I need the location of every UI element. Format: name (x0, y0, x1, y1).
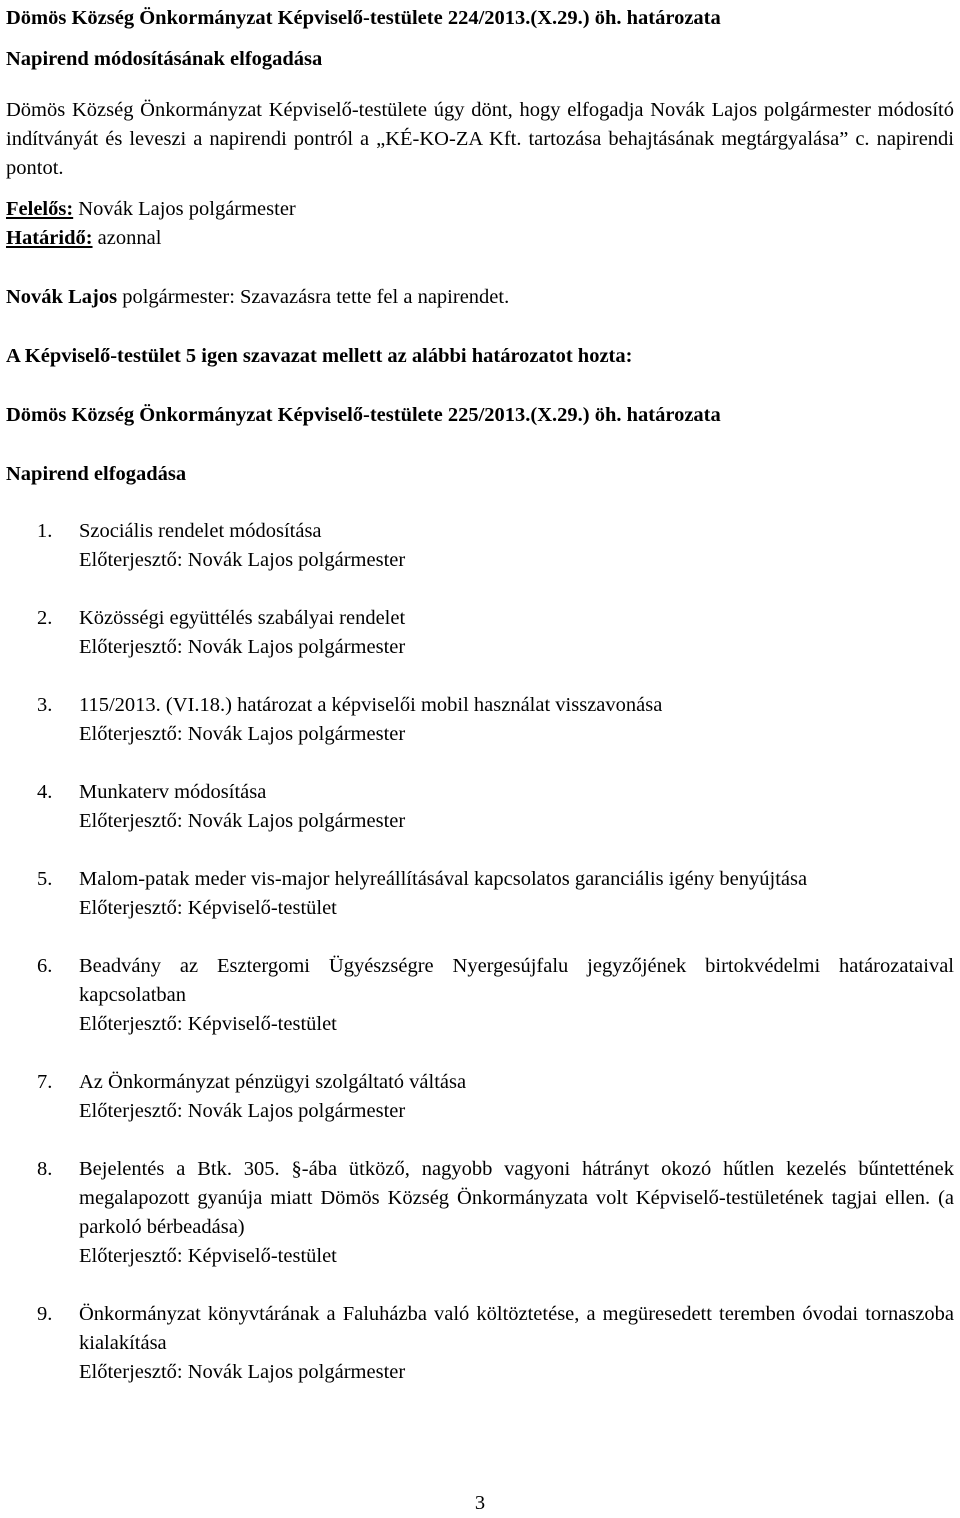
resolution-2-subject: Napirend elfogadása (6, 463, 187, 485)
agenda-item (6, 691, 954, 749)
resolution-heading: Dömös Község Önkormányzat Képviselő-testülete 224/2013.(X.29.) öh. határozata (6, 7, 721, 29)
agenda-item-presenter: Előterjesztő: Képviselő-testület (79, 1245, 337, 1267)
agenda-item (6, 778, 954, 836)
speech-text: polgármester: Szavazásra tette fel a napirendet. (117, 286, 510, 308)
resolution-body: Dömös Község Önkormányzat Képviselő-testülete úgy dönt, hogy elfogadja Novák Lajos polgármester módosító indítványát és leveszi a napirendi pontról a „KÉ-KO-ZA Kft. tartozása behajtásának megtárgyalása” c. napirendi pontot. (6, 99, 954, 179)
agenda-item-presenter: Előterjesztő: Novák Lajos polgármester (79, 636, 406, 658)
agenda-item-presenter: Előterjesztő: Novák Lajos polgármester (79, 549, 406, 571)
agenda-item-number: 6. (37, 955, 53, 977)
speaker-name: Novák Lajos (6, 286, 118, 308)
agenda-item-title: Szociális rendelet módosítása (79, 520, 322, 542)
agenda-item-title: Malom-patak meder vis-major helyreállításával kapcsolatos garanciális igény benyújtása (79, 868, 808, 890)
agenda-item-presenter: Előterjesztő: Novák Lajos polgármester (79, 810, 406, 832)
agenda-item-title: Munkaterv módosítása (79, 781, 267, 803)
agenda-item-title: Közösségi együttélés szabályai rendelet (79, 607, 406, 629)
vote-result: A Képviselő-testület 5 igen szavazat mellett az alábbi határozatot hozta: (6, 345, 633, 367)
agenda-item (6, 604, 954, 662)
agenda-item (6, 1155, 954, 1271)
deadline-line (6, 224, 954, 253)
agenda-item-number: 7. (37, 1071, 53, 1093)
deadline-label: Határidő: (6, 227, 93, 249)
agenda-item-number: 5. (37, 868, 53, 890)
agenda-item-number: 4. (37, 781, 53, 803)
agenda-item-title: 115/2013. (VI.18.) határozat a képviselői mobil használat visszavonása (79, 694, 663, 716)
agenda-item-number: 9. (37, 1303, 53, 1325)
responsible-label: Felelős: (6, 198, 74, 220)
agenda-item-number: 1. (37, 520, 53, 542)
speech-line (6, 283, 954, 312)
agenda-item (6, 952, 954, 1039)
resolution-2-heading: Dömös Község Önkormányzat Képviselő-testülete 225/2013.(X.29.) öh. határozata (6, 404, 721, 426)
agenda-item (6, 1068, 954, 1126)
agenda-item-title: Az Önkormányzat pénzügyi szolgáltató váltása (79, 1071, 467, 1093)
agenda-item-number: 2. (37, 607, 53, 629)
responsible-value: Novák Lajos polgármester (73, 198, 296, 220)
agenda-item (6, 517, 954, 575)
agenda-list (6, 517, 954, 1387)
page-number: 3 (474, 1492, 486, 1514)
responsible-line (6, 195, 954, 224)
agenda-item-title: Bejelentés a Btk. 305. §-ába ütköző, nagyobb vagyoni hátrányt okozó hűtlen kezelés bűntettének megalapozott gyanúja miatt Dömös Község Önkormányzata volt Képviselő-testületének tagjai ellen. (a parkoló bérbeadása) (79, 1158, 954, 1238)
agenda-item-title: Beadvány az Esztergomi Ügyészségre Nyergesújfalu jegyzőjének birtokvédelmi határozataival kapcsolatban (79, 955, 954, 1006)
resolution-subject: Napirend módosításának elfogadása (6, 48, 323, 70)
agenda-item-presenter: Előterjesztő: Novák Lajos polgármester (79, 723, 406, 745)
agenda-item-presenter: Előterjesztő: Novák Lajos polgármester (79, 1361, 406, 1383)
agenda-item-title: Önkormányzat könyvtárának a Faluházba való költöztetése, a megüresedett teremben óvodai tornaszoba kialakítása (79, 1303, 954, 1354)
agenda-item-number: 3. (37, 694, 53, 716)
agenda-item (6, 865, 954, 923)
agenda-item-presenter: Előterjesztő: Képviselő-testület (79, 897, 337, 919)
agenda-item (6, 1300, 954, 1387)
deadline-value: azonnal (92, 227, 162, 249)
agenda-item-presenter: Előterjesztő: Képviselő-testület (79, 1013, 337, 1035)
agenda-item-number: 8. (37, 1158, 53, 1180)
agenda-item-presenter: Előterjesztő: Novák Lajos polgármester (79, 1100, 406, 1122)
